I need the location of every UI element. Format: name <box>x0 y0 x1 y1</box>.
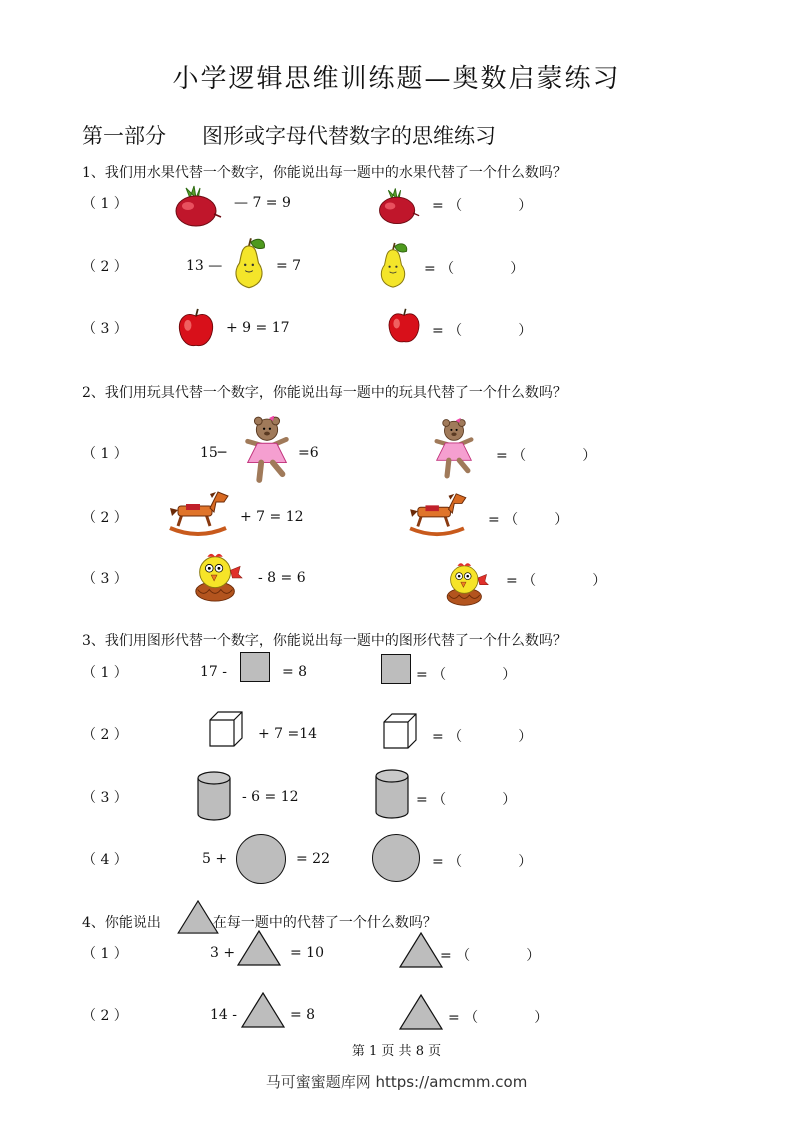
q1-row2-answer: = （ ） <box>424 261 525 277</box>
q2-row2-equation: + 7 = 12 <box>240 509 304 525</box>
q3-row4-prefix: 5 + <box>202 851 228 867</box>
pear-icon <box>230 236 268 290</box>
teddy-bear-icon <box>238 416 296 484</box>
q3-row4-equation: = 22 <box>296 851 330 867</box>
q3-row2-answer: = （ ） <box>432 729 533 745</box>
q3-row2-number: （ 2 ） <box>82 727 128 743</box>
q3-row1-equation: = 8 <box>282 664 308 680</box>
triangle-icon <box>236 930 282 966</box>
q3-row4-answer: = （ ） <box>432 854 533 870</box>
cube-icon <box>208 710 244 750</box>
q1-row2-number: （ 2 ） <box>82 259 128 275</box>
q3-row3-number: （ 3 ） <box>82 790 128 806</box>
q3-row1-prefix: 17 - <box>200 664 227 680</box>
pear-icon <box>376 240 410 290</box>
q4-row1-equation: = 10 <box>290 945 324 961</box>
q4-row1-prefix: 3 + <box>210 945 236 961</box>
q2-row3-equation: - 8 = 6 <box>258 570 306 586</box>
question-2-text: 2、我们用玩具代替一个数字，你能说出每一题中的玩具代替了一个什么数吗？ <box>82 385 567 401</box>
q2-row1-equation: =6 <box>298 445 319 461</box>
q4-row1-number: （ 1 ） <box>82 946 128 962</box>
rocking-horse-icon <box>166 488 230 538</box>
q1-row1-answer: = （ ） <box>432 198 533 214</box>
q2-row3-number: （ 3 ） <box>82 571 128 587</box>
q2-row1-answer: = （ ） <box>496 448 597 464</box>
q2-row1-prefix: 15─ <box>200 445 227 461</box>
q4-row2-equation: = 8 <box>290 1007 316 1023</box>
circle-icon <box>372 834 420 882</box>
q1-row2-equation: = 7 <box>276 258 302 274</box>
section-heading <box>82 120 496 150</box>
q3-row2-equation: + 7 =14 <box>258 726 318 742</box>
question-1-text: 1、我们用水果代替一个数字，你能说出每一题中的水果代替了一个什么数吗？ <box>82 165 567 181</box>
teddy-bear-icon <box>428 418 480 480</box>
radish-icon <box>376 186 420 226</box>
q1-row1-number: （ 1 ） <box>82 196 128 212</box>
q4-row2-number: （ 2 ） <box>82 1008 128 1024</box>
page-title: 小学逻辑思维训练题—奥数启蒙练习 <box>172 64 621 94</box>
question-3-text: 3、我们用图形代替一个数字，你能说出每一题中的图形代替了一个什么数吗？ <box>82 633 567 649</box>
chick-icon <box>190 548 244 604</box>
q1-row2-prefix: 13 — <box>186 258 223 274</box>
part-label: 第一部分 <box>82 124 166 148</box>
q2-row3-answer: = （ ） <box>506 573 607 589</box>
rocking-horse-icon <box>406 490 468 538</box>
square-icon <box>381 654 411 684</box>
triangle-icon <box>398 994 444 1030</box>
triangle-icon <box>398 932 444 968</box>
q1-row1-equation: — 7 = 9 <box>234 195 291 211</box>
q3-row1-answer: = （ ） <box>416 667 517 683</box>
page-number: 第 1 页 共 8 页 <box>351 1044 442 1059</box>
cylinder-icon <box>196 770 232 822</box>
q3-row1-number: （ 1 ） <box>82 665 128 681</box>
question-4-text: 4、你能说出 在每一题中的代替了一个什么数吗？ <box>82 915 437 931</box>
cylinder-icon <box>374 768 410 820</box>
q4-row2-prefix: 14 - <box>210 1007 237 1023</box>
q1-row3-equation: + 9 = 17 <box>226 320 290 336</box>
q3-row3-answer: = （ ） <box>416 792 517 808</box>
apple-icon <box>386 306 422 346</box>
q2-row2-answer: = （ ） <box>488 512 569 528</box>
q4-row2-answer: = （ ） <box>448 1010 549 1026</box>
q2-row1-number: （ 1 ） <box>82 446 128 462</box>
q4-row1-answer: = （ ） <box>440 948 541 964</box>
q1-row3-answer: = （ ） <box>432 323 533 339</box>
circle-icon <box>236 834 286 884</box>
part-name: 图形或字母代替数字的思维练习 <box>202 124 496 148</box>
q3-row3-equation: - 6 = 12 <box>242 789 299 805</box>
q2-row2-number: （ 2 ） <box>82 510 128 526</box>
radish-icon <box>172 184 222 228</box>
triangle-icon <box>240 992 286 1028</box>
square-icon <box>240 652 270 682</box>
q1-row3-number: （ 3 ） <box>82 321 128 337</box>
q3-row4-number: （ 4 ） <box>82 852 128 868</box>
watermark-link[interactable]: 马可蜜蜜题库网 https://amcmm.com <box>265 1073 528 1091</box>
cube-icon <box>382 712 418 752</box>
chick-icon <box>442 558 490 608</box>
apple-icon <box>176 306 216 350</box>
triangle-icon <box>176 900 220 934</box>
